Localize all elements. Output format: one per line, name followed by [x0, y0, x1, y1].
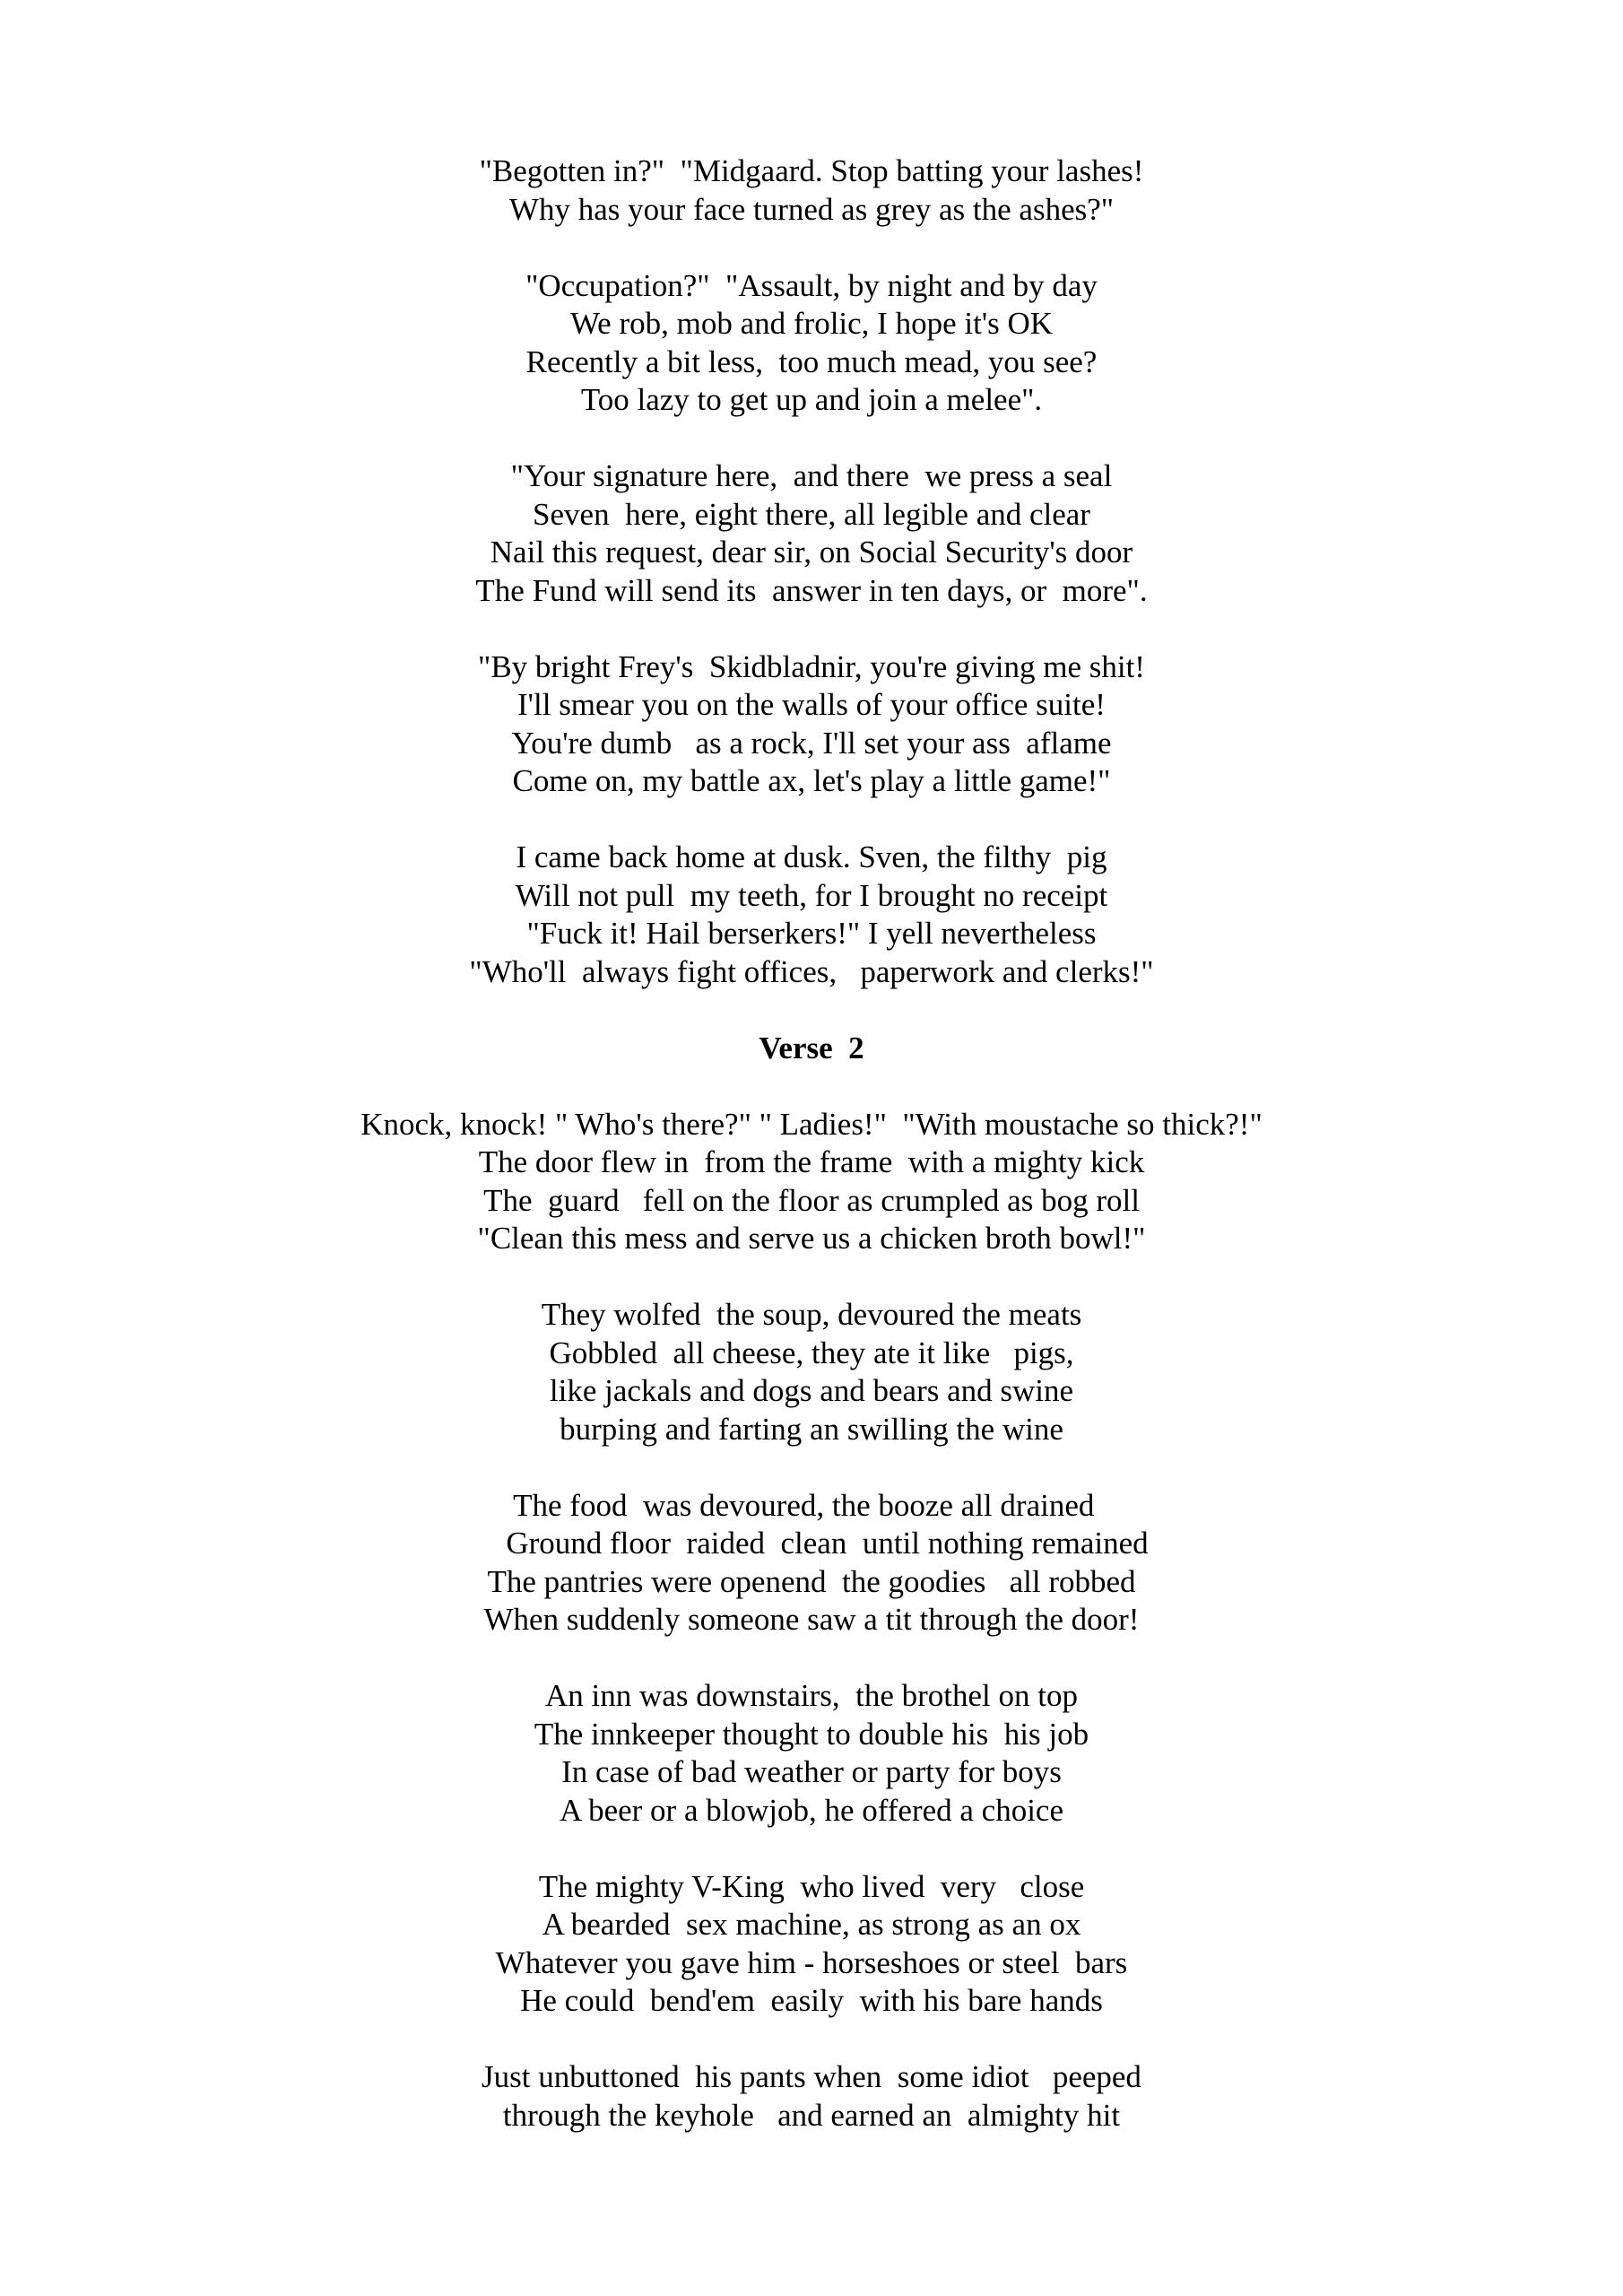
- poem-line: The guard fell on the floor as crumpled as bog roll: [483, 1182, 1140, 1218]
- stanza-gap: [0, 991, 1623, 1030]
- stanza-gap: [0, 2021, 1623, 2059]
- poem-line: We rob, mob and frolic, I hope it's OK: [569, 306, 1054, 341]
- poem-line: Gobbled all cheese, they ate it like pigs,: [549, 1335, 1074, 1370]
- stanza-gap: [0, 420, 1623, 458]
- stanza-gap: [0, 229, 1623, 267]
- poem-line: The pantries were openend the goodies all robbed: [487, 1563, 1136, 1599]
- poem-line: "Fuck it! Hail berserkers!" I yell nevertheless: [526, 916, 1097, 951]
- stanza-gap: [0, 1639, 1623, 1678]
- poem-line: Come on, my battle ax, let's play a little game!": [512, 763, 1111, 798]
- poem-line: Why has your face turned as grey as the ashes?": [508, 191, 1115, 227]
- poem-body: [0, 152, 1623, 2135]
- poem-line: A bearded sex machine, as strong as an ox: [542, 1907, 1081, 1942]
- poem-line: I'll smear you on the walls of your office suite!: [517, 687, 1106, 722]
- poem-line: Seven here, eight there, all legible and clear: [533, 496, 1090, 532]
- poem-line: I came back home at dusk. Sven, the filthy pig: [516, 839, 1107, 874]
- poem-line: Whatever you gave him - horseshoes or steel bars: [495, 1944, 1128, 1980]
- stanza-gap: [0, 1067, 1623, 1106]
- poem-line: "Clean this mess and serve us a chicken broth bowl!": [477, 1221, 1146, 1256]
- poem-line: The door flew in from the frame with a mighty kick: [478, 1144, 1145, 1179]
- stanza-gap: [0, 1258, 1623, 1297]
- poem-line: burping and farting an swilling the wine: [560, 1411, 1063, 1447]
- poem-line: The Fund will send its answer in ten days, or more".: [475, 572, 1148, 608]
- poem-line: Just unbuttoned his pants when some idiot peeped: [482, 2059, 1141, 2094]
- poem-line: Knock, knock! " Who's there?" " Ladies!" "With moustache so thick?!": [360, 1106, 1263, 1142]
- poem-line: He could bend'em easily with his bare hands: [520, 1983, 1103, 2018]
- poem-line: They wolfed the soup, devoured the meats: [541, 1297, 1082, 1332]
- poem-line: Too lazy to get up and join a melee".: [580, 382, 1043, 417]
- poem-line: In case of bad weather or party for boys: [561, 1754, 1062, 1789]
- poem-line: "By bright Frey's Skidbladnir, you're giving me shit!: [478, 648, 1145, 684]
- verse-heading: Verse 2: [759, 1030, 864, 1065]
- stanza-gap: [0, 801, 1623, 839]
- stanza-gap: [0, 1448, 1623, 1487]
- stanza-gap: [0, 1830, 1623, 1868]
- poem-line: Will not pull my teeth, for I brought no receipt: [515, 877, 1108, 913]
- stanza-gap: [0, 610, 1623, 648]
- poem-line: through the keyhole and earned an almighty hit: [502, 2097, 1121, 2133]
- poem-line: When suddenly someone saw a tit through the door!: [483, 1602, 1140, 1637]
- poem-line: The mighty V-King who lived very close: [538, 1868, 1085, 1904]
- poem-line: "Begotten in?" "Midgaard. Stop batting your lashes!: [479, 153, 1144, 188]
- poem-line: The food was devoured, the booze all drained: [513, 1487, 1110, 1523]
- poem-line: Ground floor raided clean until nothing remained: [474, 1526, 1149, 1561]
- poem-line: "Your signature here, and there we press a seal: [510, 458, 1113, 493]
- poem-line: You're dumb as a rock, I'll set your ass aflame: [511, 725, 1112, 761]
- poem-line: A beer or a blowjob, he offered a choice: [559, 1792, 1064, 1828]
- poem-line: Recently a bit less, too much mead, you see?: [525, 344, 1098, 379]
- poem-line: An inn was downstairs, the brothel on top: [545, 1678, 1078, 1713]
- poem-line: "Who'll always fight offices, paperwork and clerks!": [469, 953, 1154, 989]
- poem-line: "Occupation?" "Assault, by night and by day: [525, 267, 1098, 303]
- poem-line: Nail this request, dear sir, on Social Security's door: [490, 535, 1133, 570]
- poem-line: The innkeeper thought to double his his job: [534, 1716, 1089, 1752]
- poem-line: like jackals and dogs and bears and swine: [549, 1373, 1074, 1408]
